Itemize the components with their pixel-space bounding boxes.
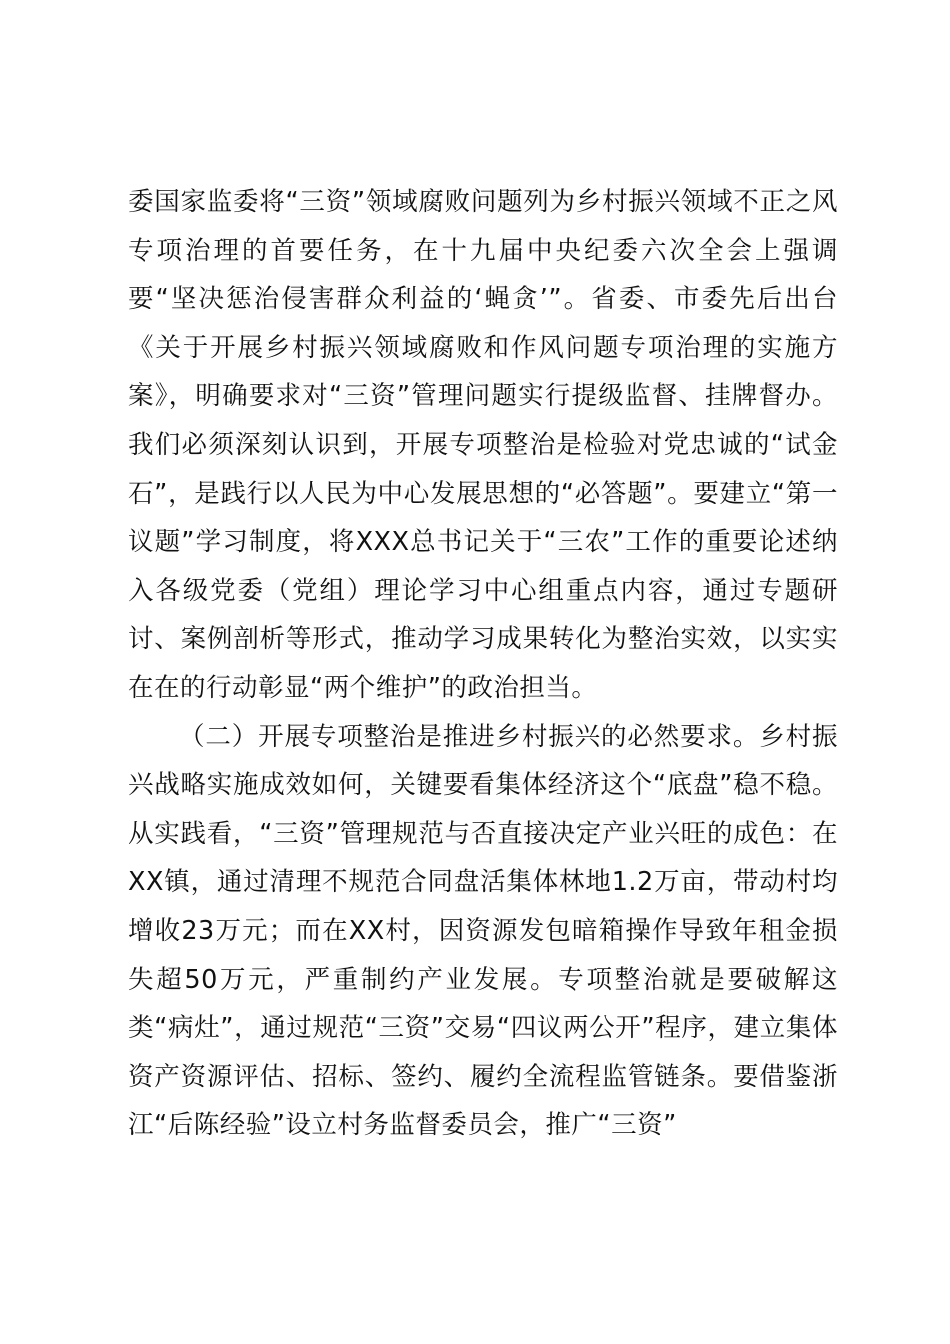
paragraph-2-section-two: （二）开展专项整治是推进乡村振兴的必然要求。乡村振兴战略实施成效如何，关键要看集体经济这个“底盘”稳不稳。从实践看，“三资”管理规范与否直接决定产业兴旺的成色：在XX镇，通过清理不规范合同盘活集体林地1.2万亩，带动村均增收23万元；而在XX村，因资源发包暗箱操作导致年租金损失超50万元，严重制约产业发展。专项整治就是要破解这类“病灶”，通过规范“三资”交易“四议两公开”程序，建立集体资产资源评估、招标、签约、履约全流程监管链条。要借鉴浙江“后陈经验”设立村务监督委员会，推广“三资” [128,721,838,1141]
document-body [128,178,838,1150]
paragraph-1: 委国家监委将“三资”领域腐败问题列为乡村振兴领域不正之风专项治理的首要任务，在十九届中央纪委六次全会上强调要“坚决惩治侵害群众利益的‘蝇贪’”。省委、市委先后出台《关于开展乡村振兴领域腐败和作风问题专项治理的实施方案》，明确要求对“三资”管理问题实行提级监督、挂牌督办。我们必须深刻认识到，开展专项整治是检验对党忠诚的“试金石”，是践行以人民为中心发展思想的“必答题”。要建立“第一议题”学习制度，将XXX总书记关于“三农”工作的重要论述纳入各级党委（党组）理论学习中心组重点内容，通过专题研讨、案例剖析等形式，推动学习成果转化为整治实效，以实实在在的行动彰显“两个维护”的政治担当。 [128,187,838,703]
